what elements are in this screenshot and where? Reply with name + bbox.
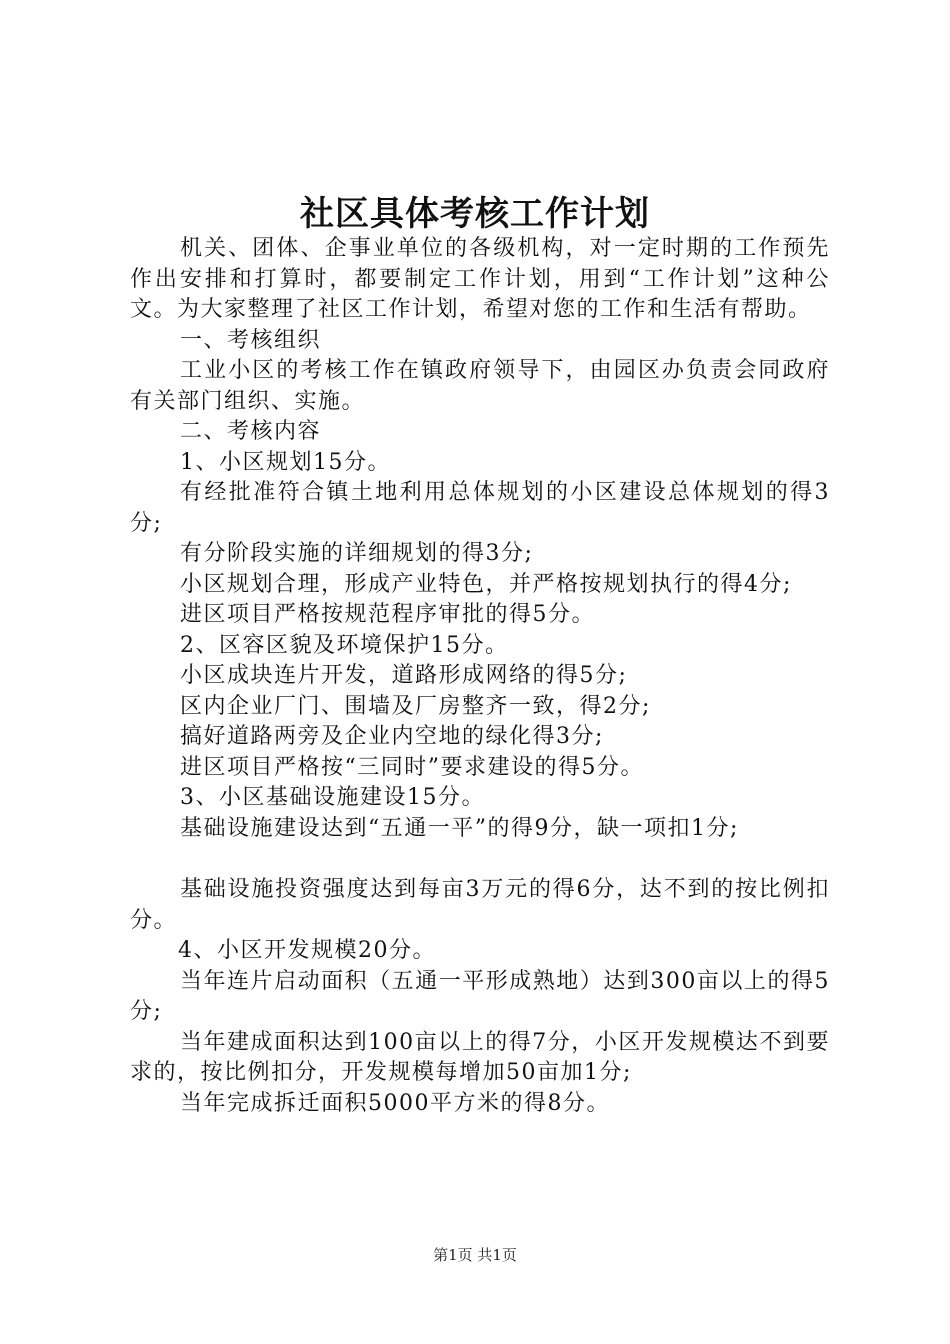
document-title: 社区具体考核工作计划 xyxy=(300,194,650,234)
body-paragraph: 区内企业厂门、围墙及厂房整齐一致，得2分; xyxy=(180,693,651,719)
section-heading: 二、考核内容 xyxy=(180,419,322,444)
document-body xyxy=(130,234,830,1119)
item-heading: 1、小区规划15分。 xyxy=(180,449,391,475)
body-paragraph: 当年建成面积达到100亩以上的得7分，小区开发规模达不到要求的，按比例扣分，开发规模每增加50亩加1分; xyxy=(130,1029,830,1085)
body-paragraph: 工业小区的考核工作在镇政府领导下，由园区办负责会同政府有关部门组织、实施。 xyxy=(130,358,830,414)
body-paragraph: 基础设施投资强度达到每亩3万元的得6分，达不到的按比例扣分。 xyxy=(130,877,830,933)
body-paragraph: 有分阶段实施的详细规划的得3分; xyxy=(180,541,534,566)
intro-paragraph: 机关、团体、企事业单位的各级机构，对一定时期的工作预先作出安排和打算时，都要制定工作计划，用到“工作计划”这种公文。为大家整理了社区工作计划，希望对您的工作和生活有帮助。 xyxy=(130,236,830,322)
blank-line xyxy=(130,844,830,875)
body-paragraph: 小区成块连片开发，道路形成网络的得5分; xyxy=(180,663,628,688)
section-heading: 一、考核组织 xyxy=(180,327,322,353)
body-paragraph: 进区项目严格按“三同时”要求建设的得5分。 xyxy=(180,754,644,780)
body-paragraph: 进区项目严格按规范程序审批的得5分。 xyxy=(180,602,595,627)
item-heading: 2、区容区貌及环境保护15分。 xyxy=(180,632,509,658)
body-paragraph: 小区规划合理，形成产业特色，并严格按规划执行的得4分; xyxy=(180,571,792,597)
body-paragraph: 当年连片启动面积（五通一平形成熟地）达到300亩以上的得5分; xyxy=(130,968,830,1024)
body-paragraph: 当年完成拆迁面积5000平方米的得8分。 xyxy=(180,1090,610,1116)
body-paragraph: 搞好道路两旁及企业内空地的绿化得3分; xyxy=(180,724,604,749)
body-paragraph: 基础设施建设达到“五通一平”的得9分，缺一项扣1分; xyxy=(180,815,739,841)
page-footer: 第1页 共1页 xyxy=(433,1246,517,1264)
item-heading: 4、小区开发规模20分。 xyxy=(178,938,436,963)
body-paragraph: 有经批准符合镇土地利用总体规划的小区建设总体规划的得3分; xyxy=(130,480,830,536)
item-heading: 3、小区基础设施建设15分。 xyxy=(180,785,485,810)
